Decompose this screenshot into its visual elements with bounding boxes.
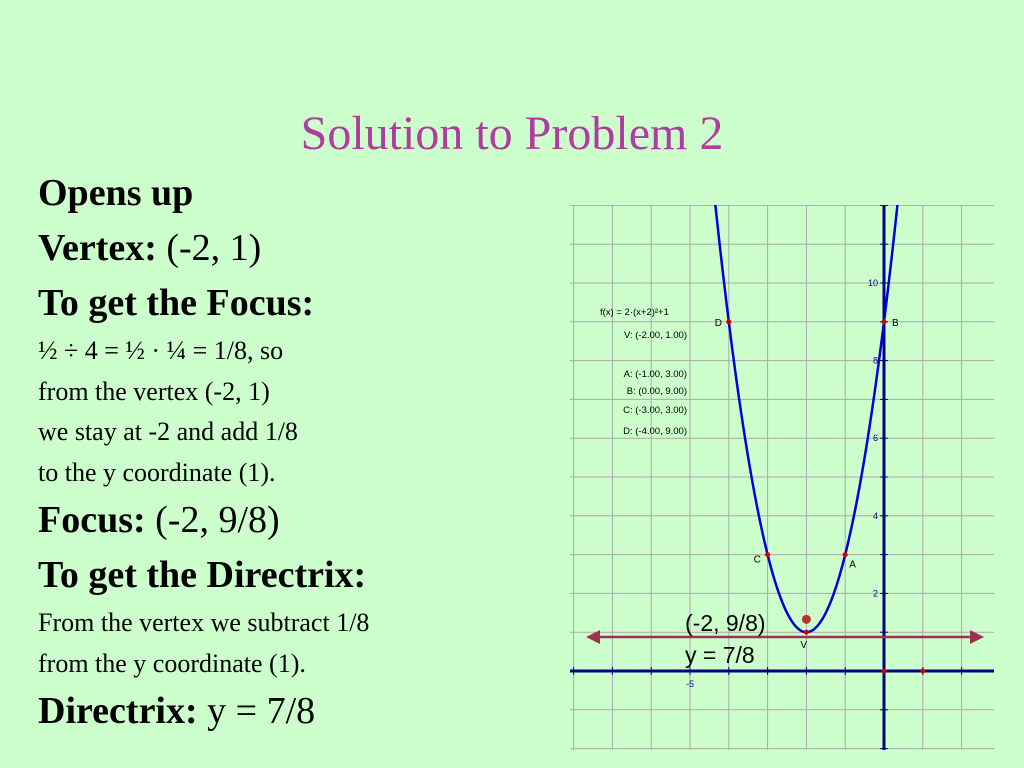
focus-heading: To get the Focus: [38, 282, 315, 324]
parabola-graph [570, 205, 994, 750]
solution-text [38, 166, 558, 739]
function-label: f(x) = 2·(x+2)²+1 [600, 307, 669, 318]
directrix-value: y = 7/8 [207, 690, 316, 732]
coordinate-entry: C: (-3.00, 3.00) [623, 405, 687, 416]
x-tick-label: -5 [685, 679, 695, 689]
slide-title: Solution to Problem 2 [300, 107, 724, 160]
coordinate-list [600, 307, 687, 437]
focus-calculation: ½ ÷ 4 = ½ · ¼ = 1/8, so [38, 336, 284, 365]
point-label-c: C [753, 554, 761, 566]
directrix-heading: To get the Directrix: [38, 554, 367, 596]
point-b [882, 319, 887, 324]
focus-point [802, 615, 811, 624]
y-tick-label: 6 [872, 433, 878, 444]
focus-step-2: we stay at -2 and add 1/8 [38, 417, 298, 446]
y-tick-label: 2 [872, 588, 878, 599]
y-tick-label: 10 [867, 278, 878, 288]
grid [570, 205, 994, 750]
focus-annotation: (-2, 9/8) [685, 610, 766, 636]
point-label-v: V [800, 640, 808, 652]
point-label-b: B [892, 317, 899, 329]
coordinate-entry: A: (-1.00, 3.00) [623, 369, 687, 380]
axis-point [920, 669, 925, 674]
directrix-line [38, 684, 558, 739]
point-label-a: A [849, 559, 856, 571]
directrix-step-2: from the y coordinate (1). [38, 648, 306, 678]
coordinate-entry: B: (0.00, 9.00) [626, 386, 687, 397]
coordinate-entry: V: (-2.00, 1.00) [623, 330, 687, 341]
focus-value: (-2, 9/8) [155, 499, 280, 541]
vertex-value: (-2, 1) [166, 227, 262, 269]
point-a [843, 552, 848, 557]
opens-line: Opens up [38, 172, 194, 214]
vertex-line [38, 221, 558, 276]
vertex-label: Vertex: [38, 227, 157, 269]
directrix-label: Directrix: [38, 690, 198, 732]
axis-point [882, 669, 887, 674]
point-label-d: D [714, 317, 723, 329]
coordinate-entry: D: (-4.00, 9.00) [623, 426, 687, 437]
focus-line [38, 493, 558, 548]
focus-label: Focus: [38, 499, 146, 541]
y-tick-label: 8 [872, 355, 878, 366]
directrix-step-1: From the vertex we subtract 1/8 [38, 608, 370, 637]
point-d [726, 319, 731, 324]
point-v [804, 630, 809, 635]
focus-step-3: to the y coordinate (1). [38, 457, 276, 487]
point-c [765, 552, 770, 557]
directrix-annotation: y = 7/8 [685, 642, 755, 668]
focus-step-1: from the vertex (-2, 1) [38, 376, 270, 406]
y-tick-label: 4 [872, 510, 878, 521]
